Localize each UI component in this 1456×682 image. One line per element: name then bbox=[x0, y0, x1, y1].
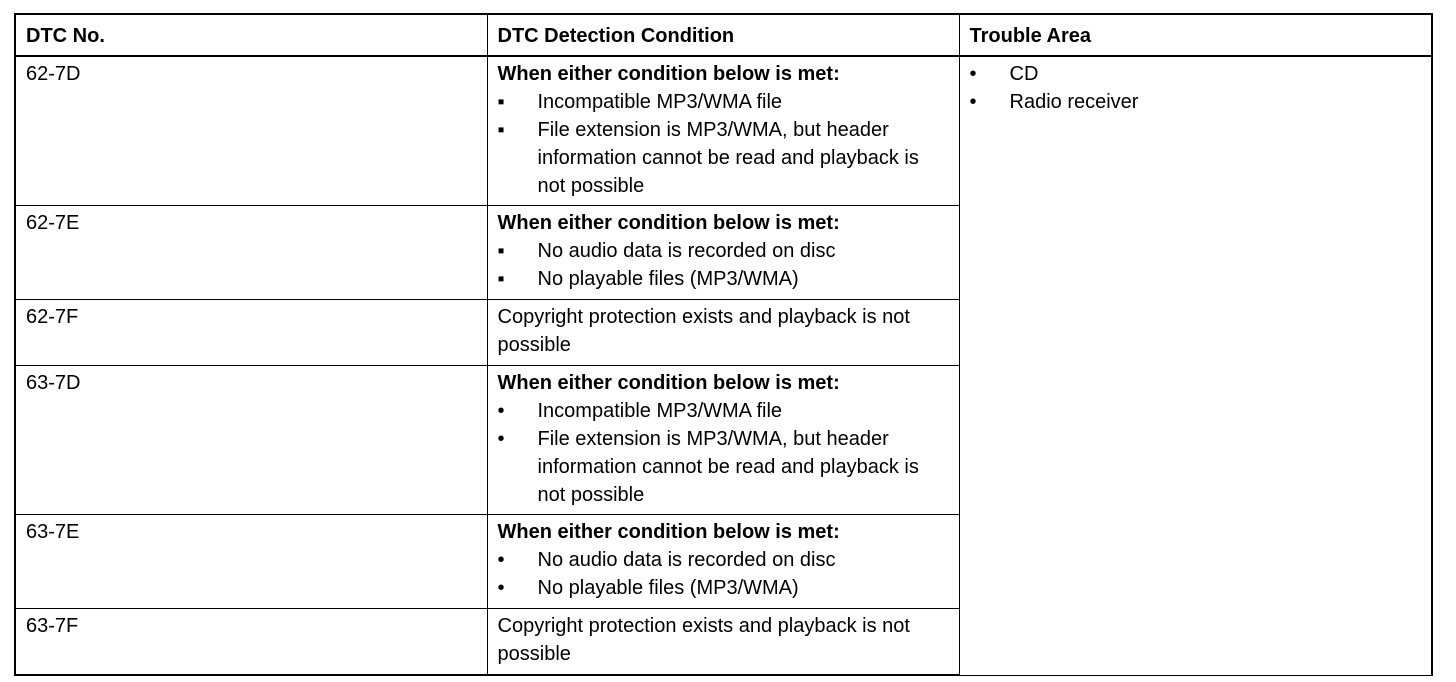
detection-condition bbox=[487, 609, 959, 676]
condition-list bbox=[498, 237, 949, 293]
header-detection-condition: DTC Detection Condition bbox=[487, 14, 959, 56]
bullet-icon: • bbox=[497, 577, 505, 599]
trouble-area-list bbox=[970, 60, 1422, 116]
bullet-icon: ▪ bbox=[497, 119, 505, 141]
condition-list bbox=[498, 397, 949, 509]
list-item bbox=[498, 237, 949, 265]
condition-item: No playable files (MP3/WMA) bbox=[537, 577, 799, 599]
condition-text: Copyright protection exists and playback is not possible bbox=[497, 306, 910, 356]
dtc-code: 63-7E bbox=[15, 515, 487, 609]
bullet-icon: • bbox=[497, 400, 505, 422]
bullet-icon: • bbox=[969, 63, 977, 85]
bullet-icon: • bbox=[497, 549, 505, 571]
condition-item: File extension is MP3/WMA, but header information cannot be read and playback is not possible bbox=[537, 119, 919, 197]
bullet-icon: ▪ bbox=[497, 240, 505, 262]
list-item bbox=[498, 574, 949, 602]
condition-item: Incompatible MP3/WMA file bbox=[537, 91, 783, 113]
list-item bbox=[498, 88, 949, 116]
condition-title: When either condition below is met: bbox=[497, 521, 840, 543]
dtc-code: 63-7F bbox=[15, 609, 487, 676]
header-row bbox=[15, 14, 1432, 56]
condition-title: When either condition below is met: bbox=[497, 63, 840, 85]
condition-title: When either condition below is met: bbox=[497, 372, 840, 394]
trouble-item: CD bbox=[1009, 63, 1039, 85]
bullet-icon: • bbox=[969, 91, 977, 113]
detection-condition bbox=[487, 56, 959, 206]
list-item bbox=[498, 546, 949, 574]
list-item bbox=[970, 88, 1422, 116]
header-dtc-no: DTC No. bbox=[15, 14, 487, 56]
condition-list bbox=[498, 546, 949, 602]
table-row bbox=[15, 56, 1432, 206]
trouble-item: Radio receiver bbox=[1009, 91, 1139, 113]
condition-text: Copyright protection exists and playback is not possible bbox=[497, 615, 910, 665]
list-item bbox=[498, 265, 949, 293]
list-item bbox=[498, 425, 949, 509]
condition-title: When either condition below is met: bbox=[497, 212, 840, 234]
dtc-table bbox=[14, 13, 1433, 676]
header-trouble-area: Trouble Area bbox=[959, 14, 1432, 56]
detection-condition bbox=[487, 206, 959, 300]
condition-item: No playable files (MP3/WMA) bbox=[537, 268, 799, 290]
dtc-code: 63-7D bbox=[15, 366, 487, 515]
dtc-code: 62-7F bbox=[15, 300, 487, 366]
condition-item: No audio data is recorded on disc bbox=[537, 240, 836, 262]
condition-list bbox=[498, 88, 949, 200]
detection-condition bbox=[487, 515, 959, 609]
condition-item: File extension is MP3/WMA, but header information cannot be read and playback is not possible bbox=[537, 428, 919, 506]
bullet-icon: • bbox=[497, 428, 505, 450]
trouble-area bbox=[959, 56, 1432, 675]
detection-condition bbox=[487, 300, 959, 366]
list-item bbox=[970, 60, 1422, 88]
dtc-code: 62-7D bbox=[15, 56, 487, 206]
condition-item: No audio data is recorded on disc bbox=[537, 549, 836, 571]
list-item bbox=[498, 397, 949, 425]
bullet-icon: ▪ bbox=[497, 268, 505, 290]
list-item bbox=[498, 116, 949, 200]
bullet-icon: ▪ bbox=[497, 91, 505, 113]
dtc-code: 62-7E bbox=[15, 206, 487, 300]
detection-condition bbox=[487, 366, 959, 515]
condition-item: Incompatible MP3/WMA file bbox=[537, 400, 783, 422]
